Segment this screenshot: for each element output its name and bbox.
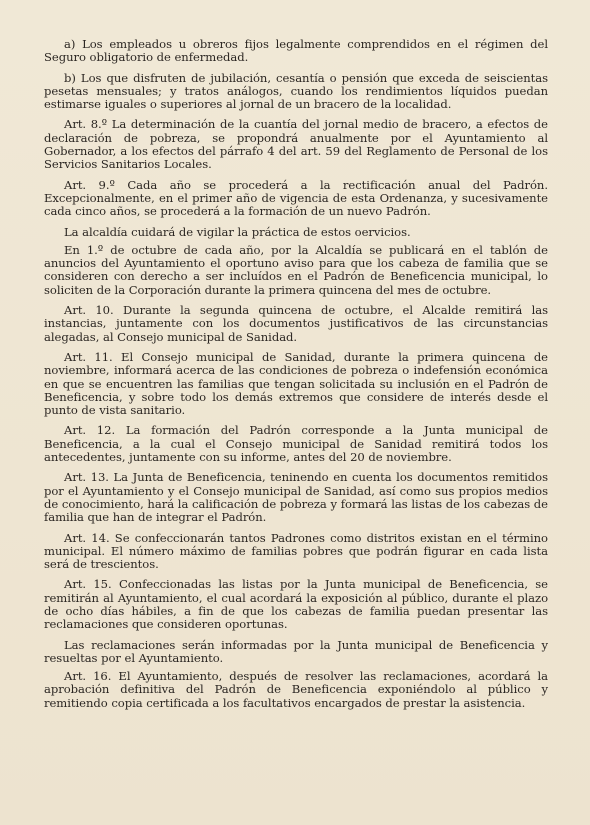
- reclamaciones-note: Las reclamaciones serán informadas por la Junta municipal de Beneficencia y resueltas por el Ayuntamiento.: [44, 637, 548, 665]
- article-15: Art. 15. Confeccionadas las listas por la Junta municipal de Beneficencia, se remitirán al Ayuntamiento, el cual acordará la exposición al público, durante el plazo de ocho días hábiles, a fin de que los cabezas de familia puedan presentar las reclamaciones que consideren oportunas.: [44, 577, 548, 632]
- paragraph-a: a) Los empleados u obreros fijos legalmente comprendidos en el régimen del Seguro obligatorio de enfermedad.: [44, 37, 548, 65]
- article-12: Art. 12. La formación del Padrón corresponde a la Junta municipal de Beneficencia, a la cual el Consejo municipal de Sanidad remitirá todos los antecedentes, juntamente con su informe, antes del 20 de noviembre.: [44, 423, 548, 465]
- october-notice: En 1.º de octubre de cada año, por la Alcaldía se publicará en el tablón de anuncios del Ayuntamiento el oportuno aviso para que los cabeza de familia que se consideren con derecho a ser incluídos en el Padrón de Beneficencia municipal, lo soliciten de la Corporación durante la primera quincena del mes de octubre.: [44, 242, 548, 297]
- article-16: Art. 16. El Ayuntamiento, después de resolver las reclamaciones, acordará la aprobación definitiva del Padrón de Beneficencia exponiéndolo al público y remitiendo copia certificada a los facultativos encargados de prestar la asistencia.: [44, 669, 548, 710]
- article-14: Art. 14. Se confeccionarán tantos Padrones como distritos existan en el término municipal. El número máximo de familias pobres que podrán figurar en cada lista será de trescientos.: [44, 530, 548, 572]
- article-10: Art. 10. Durante la segunda quincena de octubre, el Alcalde remitirá las instancias, juntamente con los documentos justificativos de las circunstancias alegadas, al Consejo municipal de Sanidad.: [44, 303, 548, 344]
- article-11: Art. 11. El Consejo municipal de Sanidad, durante la primera quincena de noviembre, informará acerca de las condiciones de pobreza o indefensión económica en que se encuentren las familias que tengan solicitada su inclusión en el Padrón de Beneficencia, y sobre todo los demás extremos que considere de interés desde el punto de vista sanitario.: [44, 349, 548, 418]
- article-9: Art. 9.º Cada año se procederá a la rectificación anual del Padrón. Excepcionalmente, en el primer año de vigencia de esta Ordenanza, y sucesivamente cada cinco años, se procederá a la formación de un nuevo Padrón.: [44, 177, 548, 219]
- article-8: Art. 8.º La determinación de la cuantía del jornal medio de bracero, a efectos de declaración de pobreza, se propondrá anualmente por el Ayuntamiento al Gobernador, a los efectos del párrafo 4 del art. 59 del Reglamento de Personal de los Servicios Sanitarios Locales.: [44, 117, 548, 172]
- alcaldia-note: La alcaldía cuidará de vigilar la práctica de estos oervicios.: [64, 224, 411, 239]
- article-13: Art. 13. La Junta de Beneficencia, teninendo en cuenta los documentos remitidos por el Ayuntamiento y el Consejo municipal de Sanidad, así como sus propios medios de conocimiento, hará la calificación de pobreza y formará las listas de los cabezas de familia que han de integrar el Padrón.: [44, 470, 548, 525]
- paragraph-b: b) Los que disfruten de jubilación, cesantía o pensión que exceda de seiscientas pesetas mensuales; y tratos análogos, cuando los rendimientos líquidos puedan estimarse iguales o superiores al jornal de un bracero de la localidad.: [44, 70, 548, 112]
